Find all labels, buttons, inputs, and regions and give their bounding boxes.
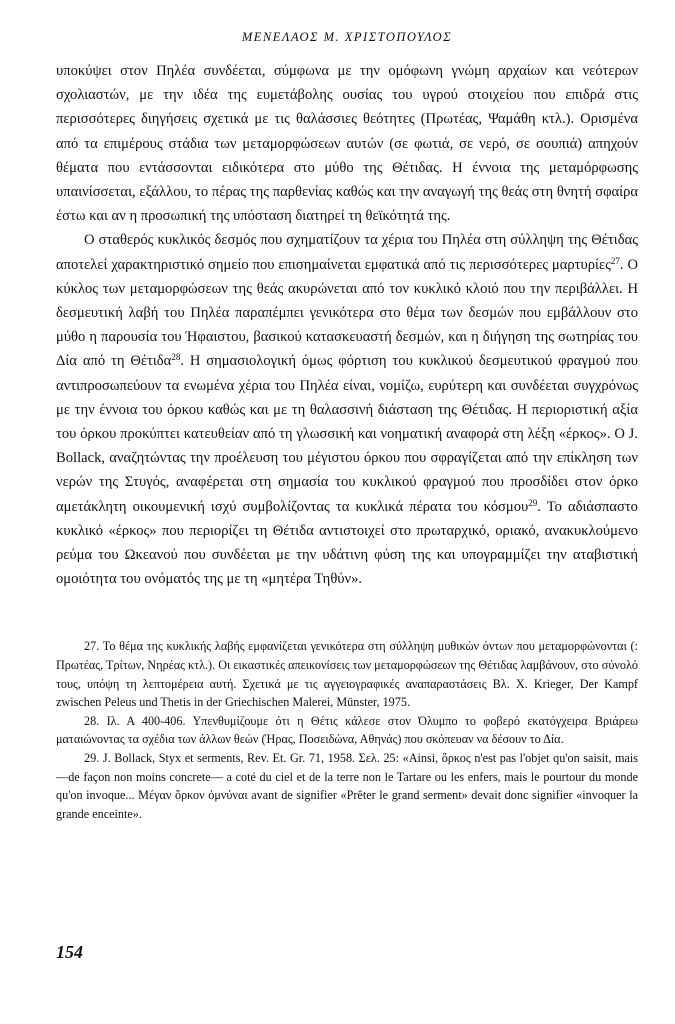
paragraph-text: . Το αδιάσπαστο κυκλικό «έρκος» που περιορίζει τη Θέτιδα αντιστοιχεί στο πρωταρχικό, οριακό, ανακυκλούμενο ρεύμα του Ωκεανού που συνδέεται με την υδάτινη φύση της και υπογραμμίζει την αταβιστική ομοιότητα του ονόματός της με τη «μητέρα Τηθύν». [56,498,638,588]
paragraph-text: υποκύψει στον Πηλέα συνδέεται, σύμφωνα με την ομόφωνη γνώμη αρχαίων και νεότερων σχολιαστών, με την ιδέα της ευμετάβολης ουσίας του υγρού στοιχείου που επιδρά στις περισσότερες διηγήσεις σχετικά με τις θαλάσσιες θεότητες (Πρωτέας, Ψαμάθη κτλ.). Ορισμένα από τα επιμέρους στάδια των μεταμορφώσεων αυτών (σε φωτιά, σε νερό, σε σουπιά) απηχούν θέματα που εντάσσονται ειδικότερα στο μύθο της Θέτιδας. Η έννοια της μεταμόρφωσης υπαινίσσεται, εξάλλου, το πέρας της παρθενίας καθώς και την αναγωγή της θεάς στη θνητή σφαίρα έστω και αν η προσωπική της υπόσταση διατηρεί τη θεϊκότητά της. [56,63,638,225]
footnote: 27. Το θέμα της κυκλικής λαβής εμφανίζεται γενικότερα στη σύλληψη μυθικών όντων που μεταμορφώνονται (: Πρωτέας, Τρίτων, Νηρέας κτλ.). Οι εικαστικές απεικονίσεις των μεταμορφώσεων της Θέτιδας λαμβάνουν, στο σύνολό τους, υπόψη τη λεπτομέρεια αυτή. Σχετικά με τις αγγειογραφικές αναπαραστάσεις Βλ. Χ. Krieger, Der Kampf zwischen Peleus und Thetis in der Griechischen Malerei, Münster, 1975. [56,639,638,710]
paragraph [56,228,638,591]
body-text [56,59,638,591]
footnote: 29. J. Bollack, Styx et serments, Rev. Et. Gr. 71, 1958. Σελ. 25: «Ainsi, ὅρκος n'est pas l'objet qu'on saisit, mais —de façon non moins concrete— a coté du ciel et de la terre non le Tartare ou les enfers, mais le pourtour du monde qu'on invoque... Μέγαν ὅρκον ὀμνύναι avant de signifier «Prêter le grand serment» devait donc signifier «invoquer la grande enceinte». [56,751,638,821]
paragraph-text: . Ο κύκλος των μεταμορφώσεων της θεάς ακυρώνεται από τον κυκλικό κλοιό που την περιβάλλει. Η δεσμευτική λαβή του Πηλέα παραπέμπει γενικότερα στο θέμα των δεσμών που εμβάλλουν στο μύθο η παρουσία του Ήφαιστου, βασικού κατασκευαστή δεσμών, και η διήγηση της σωτηρίας του Δία από τη Θέτιδα [56,256,638,370]
document-page [56,30,638,823]
paragraph-text: Ο σταθερός κυκλικός δεσμός που σχηματίζουν τα χέρια του Πηλέα στη σύλληψη της Θέτιδας αποτελεί χαρακτηριστικό σημείο που επισημαίνεται εμφατικά από τις περισσότερες μαρτυρίες [56,232,638,273]
footnote: 28. Ιλ. Α 400-406. Υπενθυμίζουμε ότι η Θέτις κάλεσε στον Όλυμπο το φοβερό εκατόγχειρα Βριάρεω ματαιώνοντας τα σχέδια των άλλων θεών (Ήρας, Ποσειδώνα, Αθηνάς) που σκόπευαν να δέσουν το Δία. [56,713,638,747]
note-ref[interactable]: 29 [528,497,538,508]
note-ref[interactable]: 28 [171,352,181,363]
paragraph [56,59,638,228]
note-ref[interactable]: 27 [610,255,620,266]
footnotes [56,637,638,823]
running-head: ΜΕΝΕΛΑΟΣ Μ. ΧΡΙΣΤΟΠΟΥΛΟΣ [241,30,453,44]
page-number: 154 [56,942,83,962]
paragraph-text: . Η σημασιολογική όμως φόρτιση του κυκλικού δεσμευτικού φραγμού που αντιπροσωπεύουν τα ενωμένα χέρια του Πηλέα είναι, νομίζω, ευρύτερη και συνδέεται συγχρόνως με την έννοια του όρκου καθώς και με τη θαλασσινή διάσταση της Θέτιδας. Η περιοριστική αξία του όρκου προκύπτει κατευθείαν από τη γλωσσική και νοηματική αναφορά στη λέξη «έρκος». Ο J. Bollack, αναζητώντας την προέλευση του μέγιστου όρκου που σφραγίζεται από την επίκληση των νερών της Στυγός, αναφέρεται στη σημασία του κυκλικού φραγμού που προσδίδει στον όρκο αμετάκλητη οικουμενική ισχύ συμβολίζοντας τα κυκλικά πέρατα του κόσμου [56,353,638,515]
